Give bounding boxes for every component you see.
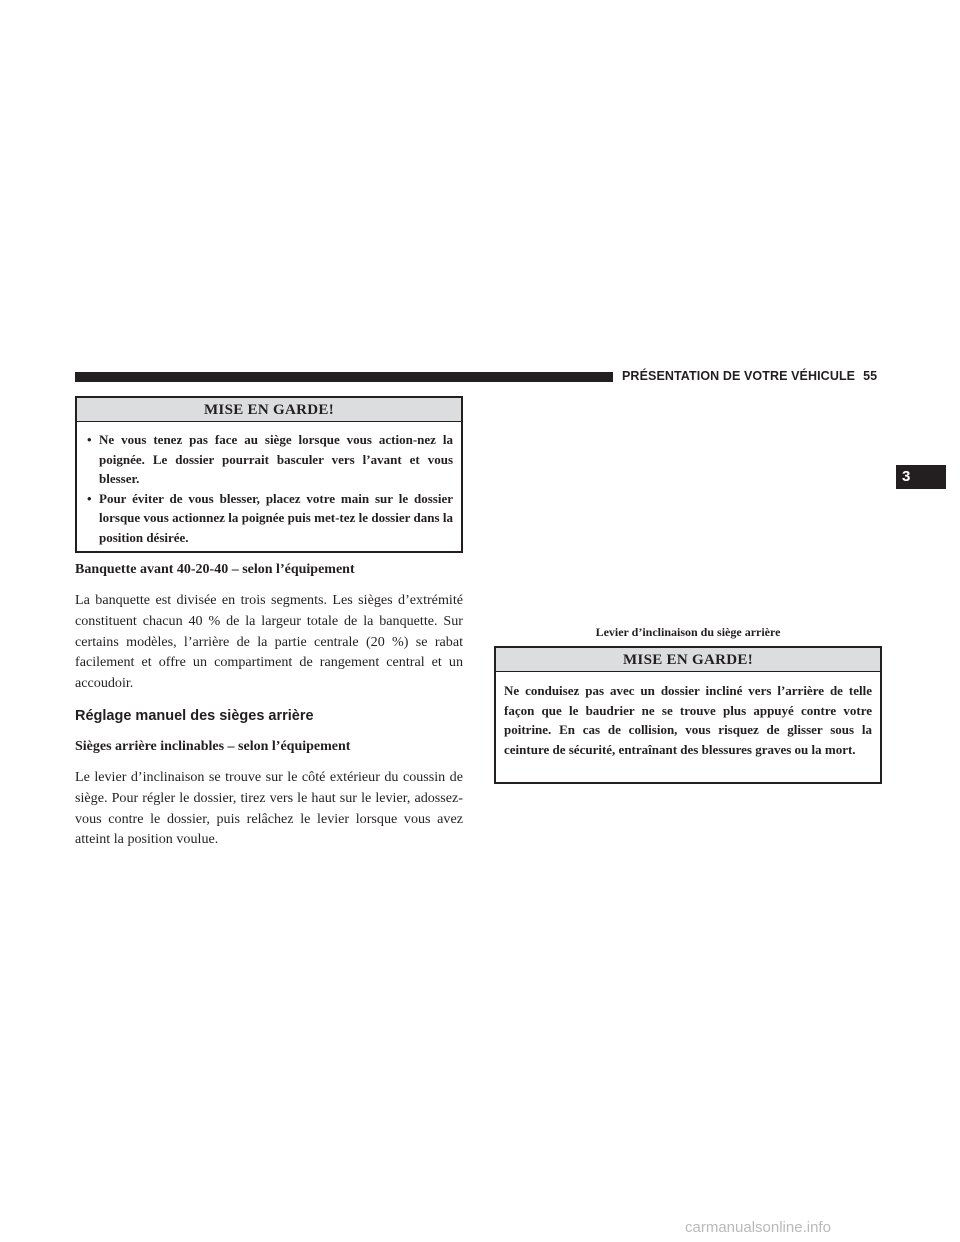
warning-item-text: Pour éviter de vous blesser, placez votre main sur le dossier lorsque vous actionnez la poignée puis met-tez le dossier dans la position désirée. (99, 490, 453, 545)
figure-caption: Levier d’inclinaison du siège arrière (595, 625, 781, 639)
running-header (622, 369, 877, 383)
watermark: carmanualsonline.info (685, 1219, 831, 1236)
bullet-icon: • (87, 432, 92, 447)
warning-title: MISE EN GARDE! (77, 398, 461, 422)
warning-box-seat-handle (75, 396, 463, 553)
section-title: PRÉSENTATION DE VOTRE VÉHICULE (622, 369, 856, 383)
warning-paragraph: Ne conduisez pas avec un dossier incliné vers l’arrière de telle façon que le baudrier ne se trouve plus appuyé contre votre poitrine. En cas de collision, vous risquez de glisser sous la ceinture de sécurité, entraînant des blessures graves ou la mort. (504, 683, 872, 757)
recline-paragraph: Le levier d’inclinaison se trouve sur le côté extérieur du coussin de siège. Pour régler le dossier, tirez vers le haut sur le levier, adossez-vous contre le dossier, puis relâchez le levier lorsque vous avez atteint la position voulue. (75, 768, 463, 848)
warning-list (77, 422, 461, 547)
chapter-tab: 3 (896, 465, 946, 489)
warning-title: MISE EN GARDE! (496, 648, 880, 672)
page-number: 55 (863, 369, 878, 383)
bench-subhead: Banquette avant 40-20-40 – selon l’équipement (75, 562, 355, 577)
manual-rear-heading: Réglage manuel des sièges arrière (75, 707, 314, 724)
warning-item (87, 489, 453, 548)
left-column (75, 560, 463, 850)
warning-item (87, 430, 453, 489)
recline-subhead: Sièges arrière inclinables – selon l’équipement (75, 738, 351, 754)
header-rule (75, 372, 613, 382)
warning-item-text: Ne vous tenez pas face au siège lorsque vous action-nez la poignée. Le dossier pourrait basculer vers l’avant et vous blesser. (99, 432, 453, 486)
bullet-icon: • (87, 490, 92, 506)
bench-paragraph: La banquette est divisée en trois segments. Les sièges d’extrémité constituent chacun 40 % de la largeur totale de la banquette. Sur certains modèles, l’arrière de la partie centrale (20 %) se rabat facilement et offre un compartiment de rangement central et un accoudoir. (75, 592, 463, 692)
warning-box-recline (494, 646, 882, 784)
